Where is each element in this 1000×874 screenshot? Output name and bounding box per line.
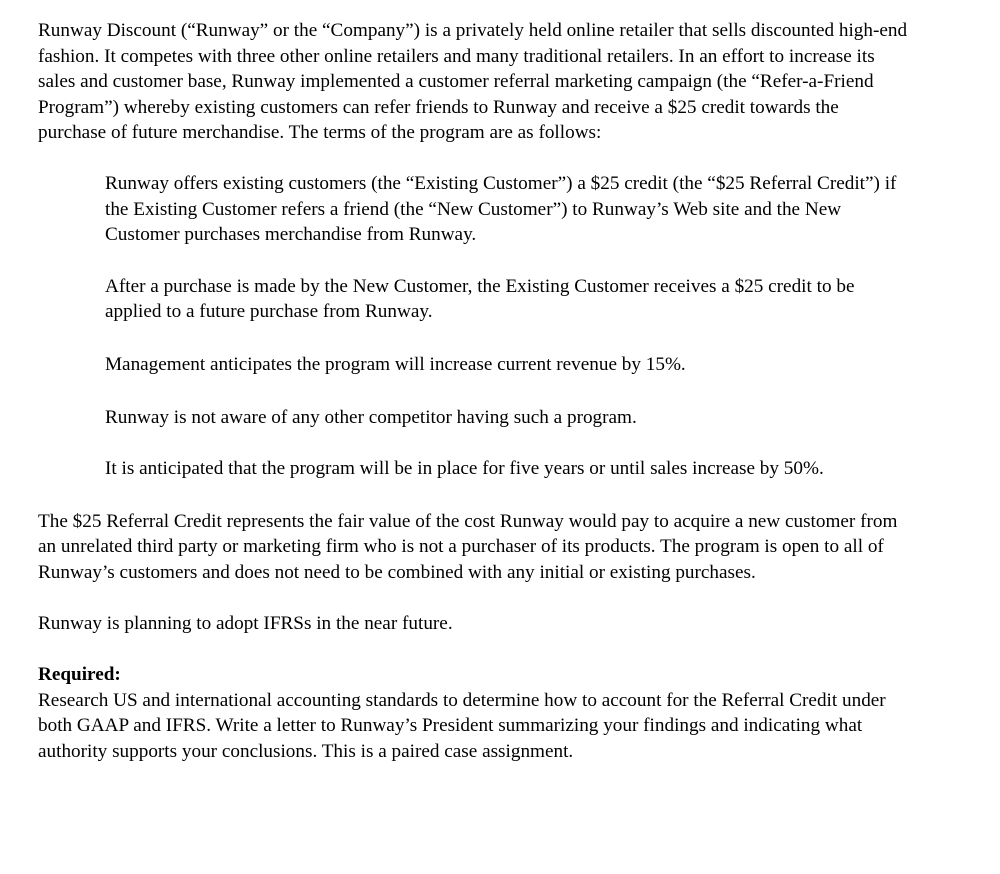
term-revenue-increase: Management anticipates the program will increase current revenue by 15%. (105, 353, 686, 375)
program-terms (105, 171, 905, 482)
fair-value-paragraph: The $25 Referral Credit represents the fair value of the cost Runway would pay to acquire a new customer from an unrelated third party or marketing firm who is not a purchaser of its products. The program is open to all of Runway’s customers and does not need to be combined with any initial or existing purchases. (38, 510, 898, 583)
term-duration: It is anticipated that the program will be in place for five years or until sales increase by 50%. (105, 458, 824, 480)
ifrs-adoption-paragraph: Runway is planning to adopt IFRSs in the near future. (38, 612, 453, 634)
required-paragraph: Research US and international accounting standards to determine how to account for the Referral Credit under both GAAP and IFRS. Write a letter to Runway’s President summarizing your findings and indicating what authority supports your conclusions. This is a paired case assignment. (38, 689, 886, 762)
term-referral-credit: Runway offers existing customers (the “Existing Customer”) a $25 credit (the “$25 Referral Credit”) if the Existing Customer refers a friend (the “New Customer”) to Runway’s Web site and the New Customer purchases merchandise from Runway. (105, 172, 897, 246)
term-credit-applied: After a purchase is made by the New Customer, the Existing Customer receives a $25 credit to be applied to a future purchase from Runway. (105, 275, 855, 323)
term-competitors: Runway is not aware of any other competitor having such a program. (105, 406, 637, 428)
document-page (38, 18, 938, 764)
intro-paragraph: Runway Discount (“Runway” or the “Company”) is a privately held online retailer that sells discounted high-end fashion. It competes with three other online retailers and many traditional retailers. In an effort to increase its sales and customer base, Runway implemented a customer referral marketing campaign (the “Refer-a-Friend Program”) whereby existing customers can refer friends to Runway and receive a $25 credit towards the purchase of future merchandise. The terms of the program are as follows: (38, 20, 908, 144)
required-heading: Required: (38, 664, 121, 686)
